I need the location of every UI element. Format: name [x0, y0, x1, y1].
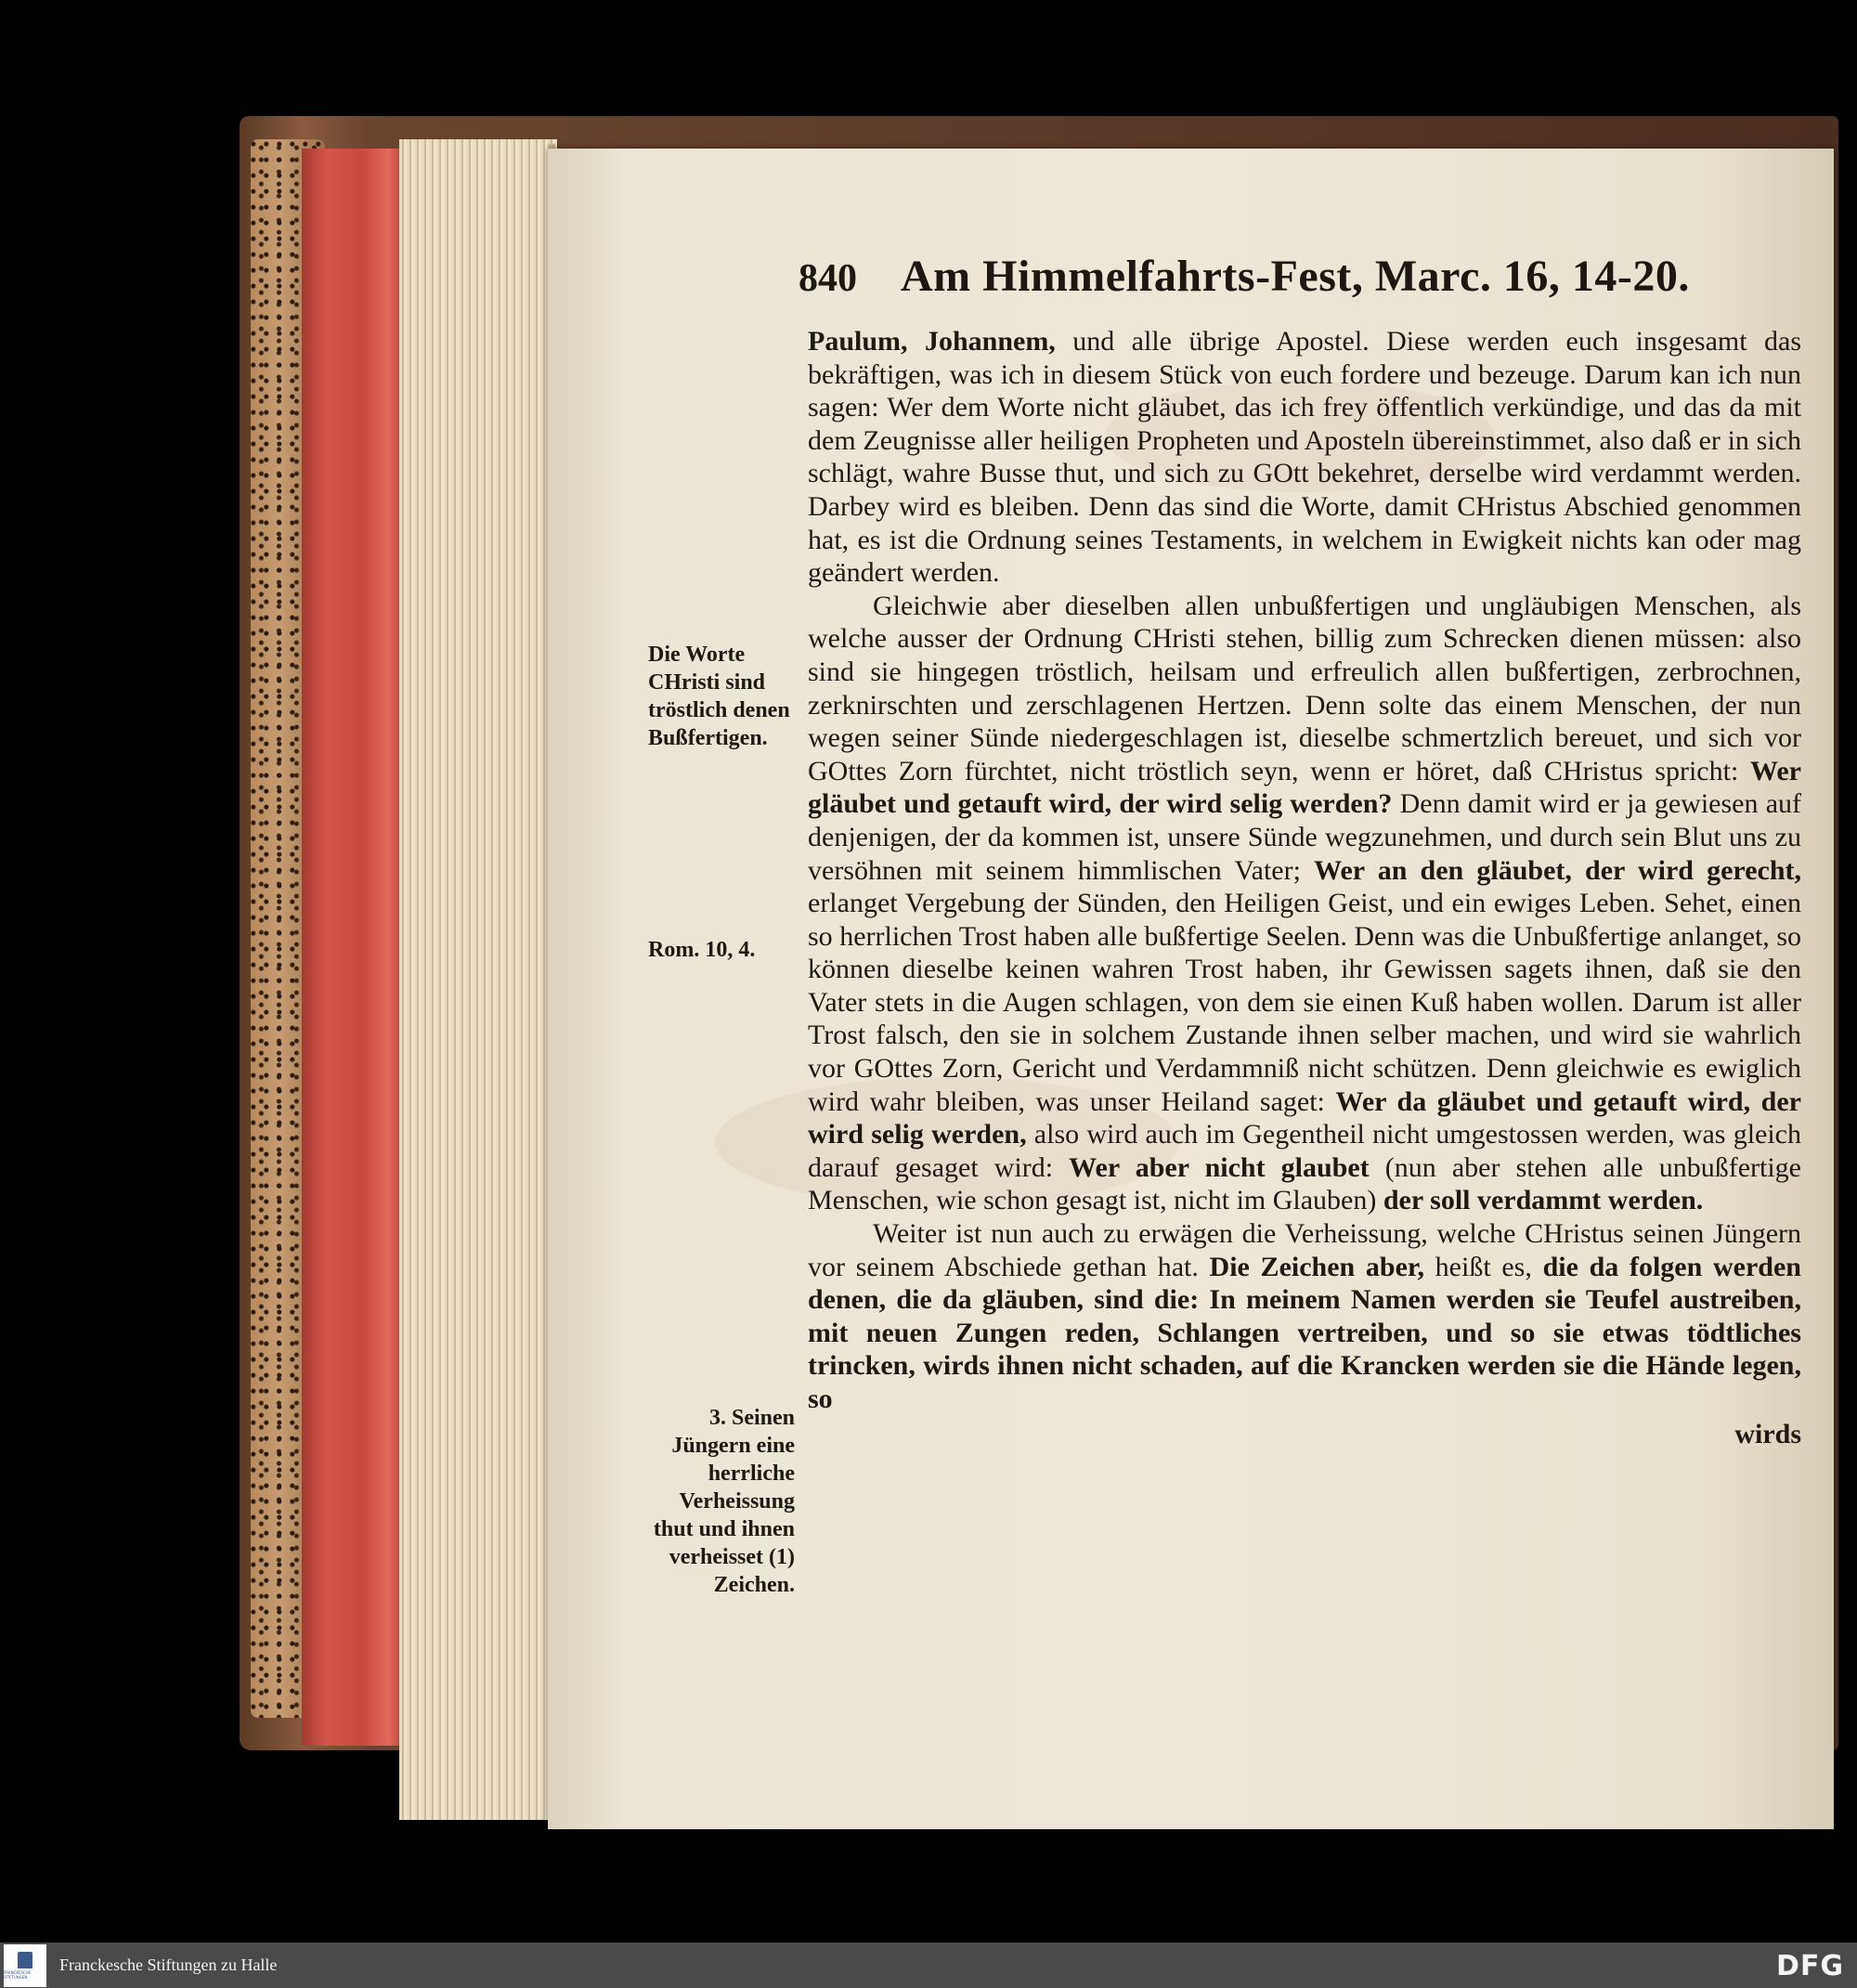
- emphasis-text: die da folgen werden denen, die da gläuben, sind die: In meinem Namen werden sie Teufel austreiben, mit neuen Zungen reden, Schlangen vertreiben, und so sie etwas tödtliches trincken, wirds ihnen nicht schaden, auf die Krancken werden sie die Hände legen, so: [808, 1251, 1801, 1414]
- catchword: wirds: [1734, 1418, 1801, 1449]
- institution-logo[interactable]: [4, 1944, 46, 1987]
- body-text: heißt es,: [1423, 1251, 1543, 1282]
- main-text: [808, 325, 1801, 1450]
- body-text: also wird auch im Gegentheil nicht umgestossen werden, was gleich darauf gesaget wird:: [808, 1119, 1801, 1183]
- paragraph: [808, 1217, 1801, 1416]
- body-text: erlanget Vergebung der Sünden, den Heiligen Geist, und ein ewiges Leben. Sehet, einen so herrlichen Trost haben alle bußfertige Seelen. Denn was die Unbußfertige anlanget, so können dieselbe keinen wahren Trost haben, ihr Gewissen sagets ihnen, daß sie den Vater stets in die Augen schlagen, von dem sie einen Kuß haben wollen. Darum ist aller Trost falsch, den sie in solchem Zustande ihnen selber machen, und wird sie wahrlich vor GOttes Zorn, Gericht und Verdammniß nicht schützen. Denn gleichwie es ewiglich wird wahr bleiben, was unser Heiland saget:: [808, 888, 1801, 1117]
- body-text: Weiter ist nun auch zu erwägen die Verheissung, welche CHristus seinen Jüngern vor seinem Abschiede gethan hat.: [808, 1218, 1801, 1282]
- emphasis-text: Wer aber nicht glaubet: [1069, 1151, 1370, 1183]
- emphasis-text: Die Zeichen aber,: [1209, 1251, 1424, 1282]
- red-page-edges: [302, 149, 404, 1746]
- margin-note-reference: Rom. 10, 4.: [648, 938, 756, 962]
- body-text: (nun aber stehen alle unbußfertige Menschen, wie schon gesagt ist, nicht im Glauben): [808, 1151, 1801, 1216]
- page-leaves: [399, 139, 557, 1820]
- building-icon: [18, 1952, 32, 1969]
- logo-text: FRANCKESCHE STIFTUNGEN: [4, 1969, 32, 1980]
- page-number: 840: [799, 257, 857, 300]
- margin-note: 3. Seinen Jüngern eine herrliche Verheissung thut und ihnen verheisset (1) Zeichen.: [653, 1406, 795, 1597]
- paragraph: [808, 590, 1801, 1217]
- emphasis-text: Wer da gläubet und getauft wird, der wird selig werden,: [808, 1085, 1802, 1150]
- emphasis-text: Wer gläubet und getauft wird, der wird selig werden?: [808, 755, 1801, 820]
- paragraph: [808, 325, 1801, 590]
- viewer-footer: [0, 1943, 1857, 1988]
- emphasis-text: der soll verdammt werden.: [1383, 1185, 1704, 1216]
- body-text: Gleichwie aber dieselben allen unbußfertigen und ungläubigen Menschen, als welche ausser der Ordnung CHristi stehen, billig zum Schrecken dienen müssen: also sind sie hingegen tröstlich, heilsam und erfreulich allen bußfertigen, zerbrochnen, zerknirschten und zerschlagenen Hertzen. Denn solte das einem Menschen, der nun wegen seiner Sünde niedergeschlagen ist, dieselbe schmertzlich bereuet, und sich vor GOttes Zorn fürchtet, nicht tröstlich seyn, wenn er höret, daß CHristus spricht:: [808, 590, 1801, 786]
- dfg-logo[interactable]: DFG: [1775, 1950, 1844, 1982]
- margin-note: Die Worte CHristi sind tröstlich denen Bußfertigen.: [648, 643, 790, 750]
- body-text: und alle übrige Apostel. Diese werden euch insgesamt das bekräftigen, was ich in diesem Stück von euch fordere und bezeuge. Darum kan ich nun sagen: Wer dem Worte nicht gläubet, das ich frey öffentlich verkündige, und das da mit dem Zeugnisse aller heiligen Propheten und Aposteln übereinstimmet, also daß er in sich schlägt, wahre Busse thut, und sich zu GOtt bekehret, derselbe wird verdammt werden. Darbey wird es bleiben. Denn das sind die Worte, damit CHristus Abschied genommen hat, es ist die Ordnung seines Testaments, in welchem in Ewigkeit nichts kan oder mag geändert werden.: [808, 326, 1801, 589]
- page-header: [799, 251, 1811, 306]
- running-title: Am Himmelfahrts-Fest, Marc. 16, 14-20.: [901, 252, 1690, 301]
- body-text: Denn damit wird er ja gewiesen auf denjenigen, der da kommen ist, unsere Sünde wegzunehmen, und durch sein Blut uns zu versöhnen mit seinem himmlischen Vater;: [808, 788, 1801, 886]
- emphasis-text: Wer an den gläubet, der wird gerecht,: [1314, 854, 1801, 886]
- institution-name[interactable]: Franckesche Stiftungen zu Halle: [59, 1956, 278, 1974]
- emphasis-text: Paulum, Johannem,: [808, 326, 1073, 357]
